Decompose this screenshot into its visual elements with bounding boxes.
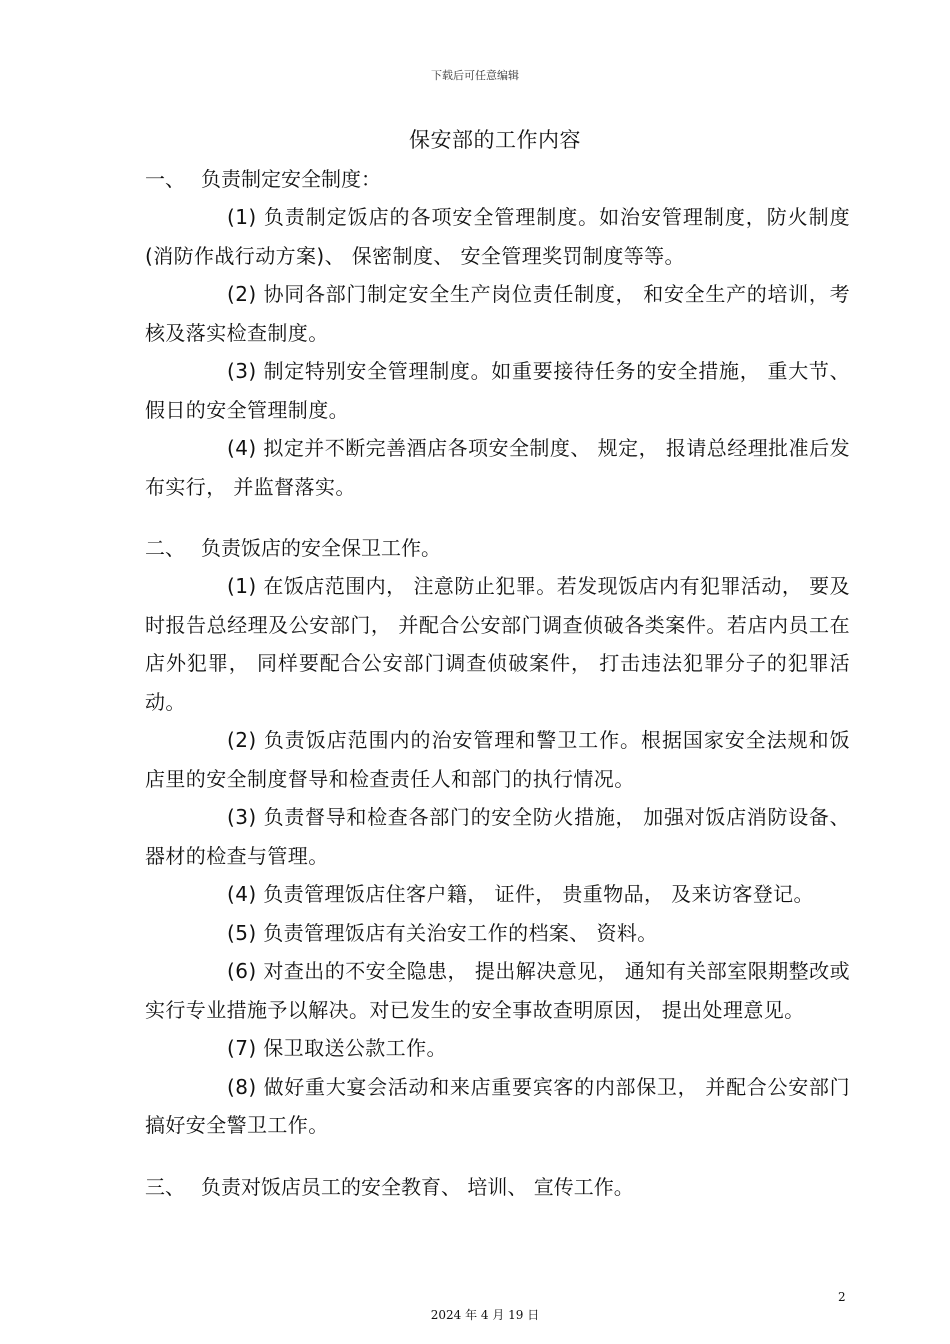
paragraph: (1) 在饭店范围内， 注意防止犯罪。若发现饭店内有犯罪活动， 要及时报告总经理及公安部门， 并配合公安部门调查侦破各类案件。若店内员工在店外犯罪， 同样要配合公安部门调查侦破案件， 打击违法犯罪分子的犯罪活动。 — [145, 574, 850, 714]
page-number: 2 — [838, 1290, 846, 1304]
section-heading-1 — [145, 160, 850, 198]
document-title: 保安部的工作内容 — [409, 128, 581, 152]
section-gap — [145, 506, 850, 529]
paragraph: (2) 负责饭店范围内的治安管理和警卫工作。根据国家安全法规和饭店里的安全制度督导和检查责任人和部门的执行情况。 — [145, 728, 850, 791]
paragraph: (4) 负责管理饭店住客户籍， 证件， 贵重物品， 及来访客登记。 — [227, 882, 814, 906]
section-gap — [145, 1145, 850, 1168]
paragraph: (3) 负责督导和检查各部门的安全防火措施， 加强对饭店消防设备、 器材的检查与管理。 — [145, 805, 850, 868]
paragraph: (5) 负责管理饭店有关治安工作的档案、 资料。 — [227, 920, 658, 945]
section-heading-text: 负责对饭店员工的安全教育、 培训、 宣传工作。 — [201, 1174, 634, 1199]
footer-date: 2024 年 4 月 19 日 — [430, 1308, 540, 1322]
section-heading-2 — [145, 529, 850, 567]
paragraph: (2) 协同各部门制定安全生产岗位责任制度， 和安全生产的培训，考核及落实检查制度。 — [145, 282, 850, 345]
section-number: 一、 — [145, 167, 185, 191]
paragraph: (4) 拟定并不断完善酒店各项安全制度、 规定， 报请总经理批准后发布实行， 并监督落实。 — [145, 436, 850, 499]
paragraph: (8) 做好重大宴会活动和来店重要宾客的内部保卫， 并配合公安部门搞好安全警卫工作。 — [145, 1074, 850, 1137]
paragraph: (1) 负责制定饭店的各项安全管理制度。如治安管理制度，防火制度(消防作战行动方案)、 保密制度、 安全管理奖罚制度等等。 — [145, 205, 850, 268]
section-heading-text: 负责饭店的安全保卫工作。 — [201, 536, 441, 560]
paragraph: (7) 保卫取送公款工作。 — [227, 1036, 447, 1060]
paragraph: (6) 对查出的不安全隐患， 提出解决意见， 通知有关部室限期整改或实行专业措施予以解决。对已发生的安全事故查明原因， 提出处理意见。 — [145, 959, 850, 1022]
section-number: 二、 — [145, 536, 185, 560]
section-heading-3 — [145, 1168, 850, 1206]
section-heading-text: 负责制定安全制度： — [201, 167, 381, 191]
document-body — [145, 160, 850, 1206]
header-note: 下载后可任意编辑 — [431, 69, 519, 82]
paragraph: (3) 制定特别安全管理制度。如重要接待任务的安全措施， 重大节、 假日的安全管理制度。 — [145, 359, 850, 422]
section-number: 三、 — [145, 1174, 185, 1199]
